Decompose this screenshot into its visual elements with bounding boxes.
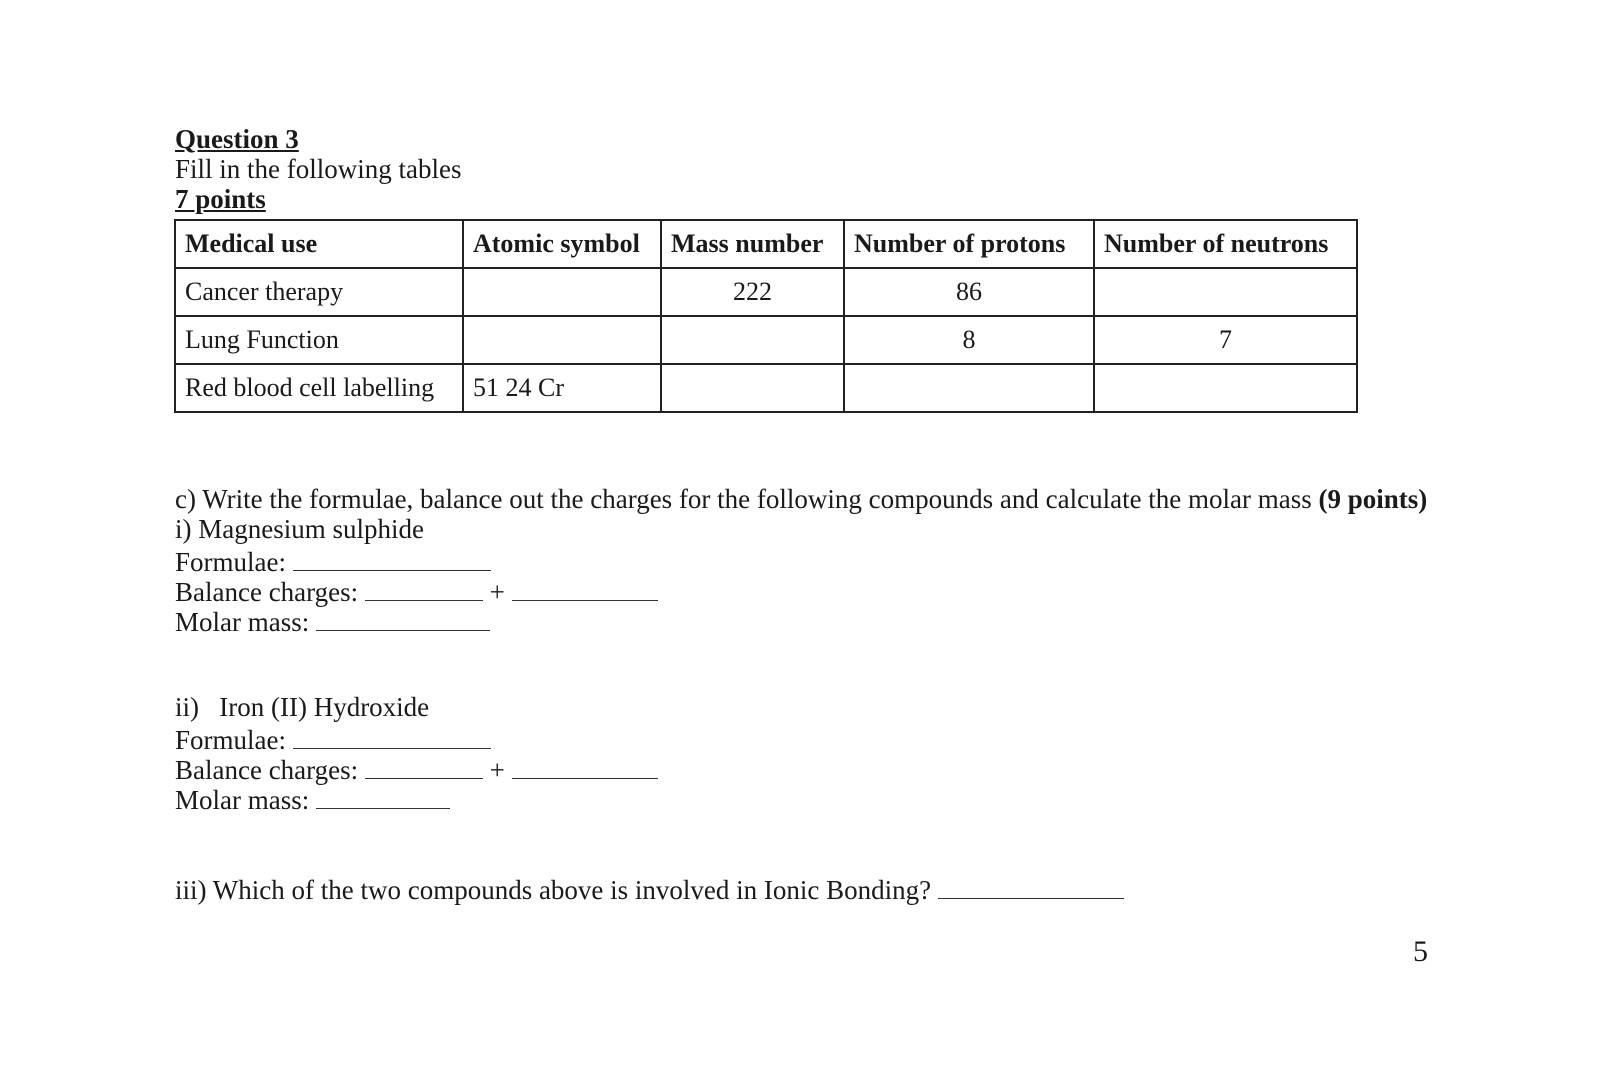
part-c-prompt xyxy=(175,484,1427,515)
formulae-answer-blank[interactable] xyxy=(293,722,491,749)
cell-medical-use: Red blood cell labelling xyxy=(175,364,463,412)
balance-answer-blank-2[interactable] xyxy=(512,574,658,601)
ionic-bonding-answer-blank[interactable] xyxy=(938,872,1124,899)
ionic-bonding-question: iii) Which of the two compounds above is involved in Ionic Bonding? xyxy=(175,875,932,905)
balance-answer-blank-1[interactable] xyxy=(365,752,483,779)
table-row xyxy=(175,268,1357,316)
balance-label: Balance charges: xyxy=(175,755,359,785)
cell-neutrons: 7 xyxy=(1094,316,1357,364)
ionic-bonding-line xyxy=(175,872,1124,906)
part-c-points: (9 points) xyxy=(1318,484,1428,514)
header-medical-use: Medical use xyxy=(175,220,463,268)
molar-label: Molar mass: xyxy=(175,785,310,815)
molar-answer-blank[interactable] xyxy=(316,604,490,631)
page-number: 5 xyxy=(1413,935,1428,968)
formulae-answer-blank[interactable] xyxy=(293,544,491,571)
balance-label: Balance charges: xyxy=(175,577,359,607)
compound1-balance-line xyxy=(175,574,658,608)
cell-medical-use: Lung Function xyxy=(175,316,463,364)
cell-protons[interactable] xyxy=(844,364,1094,412)
question-instruction: Fill in the following tables xyxy=(175,154,462,184)
plus-sign: + xyxy=(489,577,505,607)
compound2-molar-line xyxy=(175,782,450,816)
compound1-formulae-line xyxy=(175,544,491,578)
balance-answer-blank-2[interactable] xyxy=(512,752,658,779)
isotope-table xyxy=(174,219,1358,413)
cell-mass-number: 222 xyxy=(661,268,844,316)
balance-answer-blank-1[interactable] xyxy=(365,574,483,601)
plus-sign: + xyxy=(489,755,505,785)
cell-neutrons[interactable] xyxy=(1094,268,1357,316)
compound1-molar-line xyxy=(175,604,490,638)
header-neutrons: Number of neutrons xyxy=(1094,220,1357,268)
part-c-prompt-text: c) Write the formulae, balance out the charges for the following compounds and calculate the molar mass xyxy=(175,484,1312,514)
table-row xyxy=(175,316,1357,364)
compound2-balance-line xyxy=(175,752,658,786)
table-row xyxy=(175,364,1357,412)
cell-atomic-symbol[interactable] xyxy=(463,268,661,316)
cell-atomic-symbol[interactable] xyxy=(463,316,661,364)
cell-atomic-symbol: 51 24 Cr xyxy=(463,364,661,412)
table-header-row xyxy=(175,220,1357,268)
cell-protons: 8 xyxy=(844,316,1094,364)
compound2-name: ii) Iron (II) Hydroxide xyxy=(175,692,430,722)
header-protons: Number of protons xyxy=(844,220,1094,268)
header-mass-number: Mass number xyxy=(661,220,844,268)
molar-answer-blank[interactable] xyxy=(316,782,450,809)
cell-mass-number[interactable] xyxy=(661,316,844,364)
cell-mass-number[interactable] xyxy=(661,364,844,412)
cell-protons: 86 xyxy=(844,268,1094,316)
formulae-label: Formulae: xyxy=(175,725,286,755)
cell-medical-use: Cancer therapy xyxy=(175,268,463,316)
cell-neutrons[interactable] xyxy=(1094,364,1357,412)
header-atomic-symbol: Atomic symbol xyxy=(463,220,661,268)
molar-label: Molar mass: xyxy=(175,607,310,637)
question-points: 7 points xyxy=(175,184,266,214)
question-title: Question 3 xyxy=(175,124,299,154)
formulae-label: Formulae: xyxy=(175,547,286,577)
compound1-name: i) Magnesium sulphide xyxy=(175,514,424,544)
compound2-formulae-line xyxy=(175,722,491,756)
